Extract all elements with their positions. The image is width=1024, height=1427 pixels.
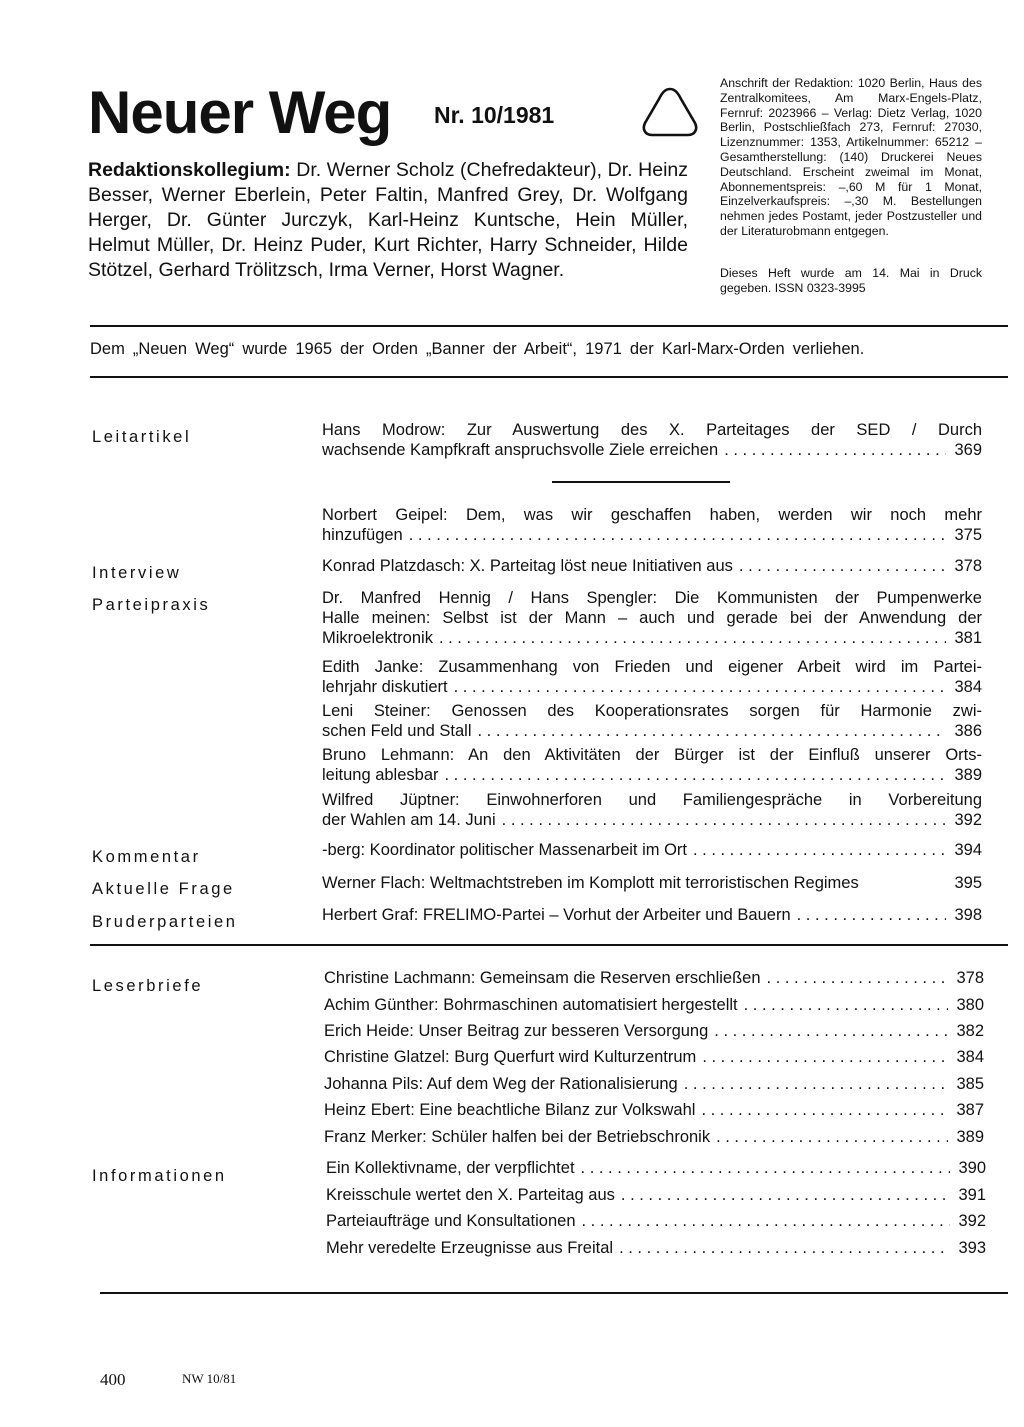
dot-leader bbox=[744, 995, 948, 1015]
divider bbox=[90, 944, 1008, 946]
entry-title: -berg: Koordinator politischer Massenarbeit im Ort bbox=[322, 841, 687, 859]
entry-line: Bruno Lehmann: An den Aktivitäten der Bürger ist der Einfluß unserer Orts- bbox=[322, 746, 982, 764]
entry-title-end: lehrjahr diskutiert bbox=[322, 678, 448, 696]
dot-leader bbox=[797, 905, 946, 925]
page-number: 394 bbox=[954, 841, 982, 859]
page-number: 389 bbox=[956, 1128, 984, 1146]
journal-title: Neuer Weg bbox=[88, 79, 392, 146]
page-number: 386 bbox=[954, 722, 982, 740]
entry-line: Wilfred Jüptner: Einwohnerforen und Familiengespräche in Vorbereitung bbox=[322, 791, 982, 809]
divider bbox=[90, 325, 1008, 327]
page-number: 392 bbox=[958, 1212, 986, 1230]
toc-entry[interactable] bbox=[322, 657, 982, 697]
journal-abbreviation: NW 10/81 bbox=[182, 1371, 237, 1386]
divider bbox=[90, 376, 1008, 378]
entry-line: Norbert Geipel: Dem, was wir geschaffen haben, werden wir noch mehr bbox=[322, 506, 982, 524]
section-leserbriefe: Leserbriefe bbox=[92, 977, 204, 995]
entry-title: Kreisschule wertet den X. Parteitag aus bbox=[326, 1186, 615, 1204]
dot-leader bbox=[714, 1021, 948, 1041]
page-number: 382 bbox=[956, 1022, 984, 1040]
dot-leader bbox=[502, 810, 946, 830]
dot-leader bbox=[693, 840, 946, 860]
section-informationen: Informationen bbox=[92, 1167, 227, 1185]
toc-entry[interactable] bbox=[326, 1238, 986, 1258]
page-number-footer: 400 bbox=[100, 1370, 126, 1389]
toc-entry[interactable] bbox=[326, 1158, 986, 1178]
entry-title: Heinz Ebert: Eine beachtliche Bilanz zur Volkswahl bbox=[324, 1101, 696, 1119]
page-number: 385 bbox=[956, 1075, 984, 1093]
dot-leader bbox=[684, 1074, 948, 1094]
entry-title-end: leitung ablesbar bbox=[322, 766, 439, 784]
page-number: 398 bbox=[954, 906, 982, 924]
page-number: 375 bbox=[954, 526, 982, 544]
page-number: 387 bbox=[956, 1101, 984, 1119]
dot-leader bbox=[702, 1047, 948, 1067]
toc-entry[interactable] bbox=[324, 1021, 984, 1041]
dot-leader bbox=[582, 1211, 950, 1231]
entry-line: Hans Modrow: Zur Auswertung des X. Parteitages der SED / Durch bbox=[322, 421, 982, 439]
dot-leader bbox=[439, 628, 946, 648]
dot-leader bbox=[409, 525, 946, 545]
dot-leader bbox=[445, 765, 947, 785]
page-number: 369 bbox=[954, 441, 982, 459]
award-note: Dem „Neuen Weg“ wurde 1965 der Orden „Banner der Arbeit“, 1971 der Karl-Marx-Orden verliehen. bbox=[90, 340, 865, 358]
toc-entry[interactable] bbox=[322, 420, 982, 460]
entry-title: Christine Glatzel: Burg Querfurt wird Kulturzentrum bbox=[324, 1048, 697, 1066]
toc-entry[interactable] bbox=[322, 745, 982, 785]
page-number: 380 bbox=[956, 996, 984, 1014]
dot-leader bbox=[739, 556, 946, 576]
entry-title-end: der Wahlen am 14. Juni bbox=[322, 811, 496, 829]
issue-number: Nr. 10/1981 bbox=[434, 102, 555, 128]
entry-line: Dr. Manfred Hennig / Hans Spengler: Die Kommunisten der Pumpenwerke bbox=[322, 589, 982, 607]
dot-leader bbox=[478, 721, 946, 741]
entry-title: Mehr veredelte Erzeugnisse aus Freital bbox=[326, 1239, 614, 1257]
page-number: 384 bbox=[956, 1048, 984, 1066]
toc-entry[interactable] bbox=[324, 968, 984, 988]
page-number: 384 bbox=[954, 678, 982, 696]
entry-title-end: wachsende Kampfkraft anspruchsvolle Ziele erreichen bbox=[322, 441, 719, 459]
divider bbox=[100, 1292, 1008, 1294]
entry-title: Erich Heide: Unser Beitrag zur besseren Versorgung bbox=[324, 1022, 709, 1040]
print-date-text: Dieses Heft wurde am 14. Mai in Druck gegeben. ISSN 0323-3995 bbox=[720, 266, 982, 295]
page-number: 378 bbox=[954, 557, 982, 575]
entry-title-end: hinzufügen bbox=[322, 526, 403, 544]
entry-title-end: schen Feld und Stall bbox=[322, 722, 472, 740]
short-divider bbox=[552, 481, 730, 483]
entry-title: Konrad Platzdasch: X. Parteitag löst neue Initiativen aus bbox=[322, 557, 733, 575]
toc-entry[interactable] bbox=[326, 1211, 986, 1231]
entry-title: Achim Günther: Bohrmaschinen automatisiert hergestellt bbox=[324, 996, 738, 1014]
toc-entry[interactable] bbox=[326, 1185, 986, 1205]
toc-entry[interactable] bbox=[322, 556, 982, 576]
toc-entry[interactable] bbox=[324, 1074, 984, 1094]
dot-leader bbox=[716, 1127, 948, 1147]
entry-title: Werner Flach: Weltmachtstreben im Komplott mit terroristischen Regimes bbox=[322, 874, 859, 892]
toc-entry[interactable] bbox=[324, 1100, 984, 1120]
page-number: 392 bbox=[954, 811, 982, 829]
entry-title: Parteiaufträge und Konsultationen bbox=[326, 1212, 576, 1230]
triangle-logo-icon bbox=[640, 84, 700, 140]
editorial-board-members: Dr. Werner Scholz (Chefredakteur), Dr. Heinz Besser, Werner Eberlein, Peter Faltin, Manfred Grey, Dr. Wolfgang Herger, Dr. Günter Jurczyk, Karl-Heinz Kuntsche, Hein Müller, Helmut Müller, Dr. Heinz Puder, Kurt Richter, Harry Schneider, Hilde Stötzel, Gerhard Trölitzsch, Irma Verner, Horst Wagner. bbox=[88, 159, 689, 281]
dot-leader bbox=[621, 1185, 950, 1205]
editorial-board-label: Redaktionskollegium: bbox=[88, 159, 291, 181]
section-parteipraxis: Parteipraxis bbox=[92, 596, 211, 614]
section-aktuelle-frage: Aktuelle Frage bbox=[92, 880, 235, 898]
page-number: 393 bbox=[958, 1239, 986, 1257]
page-number: 395 bbox=[954, 874, 982, 892]
entry-line: Leni Steiner: Genossen des Kooperationsrates sorgen für Harmonie zwi- bbox=[322, 702, 982, 720]
dot-leader bbox=[454, 677, 946, 697]
dot-leader bbox=[701, 1100, 948, 1120]
toc-entry[interactable] bbox=[322, 873, 982, 893]
editorial-board bbox=[88, 158, 688, 283]
page-number: 381 bbox=[954, 629, 982, 647]
dot-leader bbox=[619, 1238, 950, 1258]
entry-title: Ein Kollektivname, der verpflichtet bbox=[326, 1159, 575, 1177]
page-number: 389 bbox=[954, 766, 982, 784]
imprint-text: Anschrift der Redaktion: 1020 Berlin, Haus des Zentralkomitees, Am Marx-Engels-Platz, Fernruf: 2023966 – Verlag: Dietz Verlag, 1020 Berlin, Postschließfach 273, Fernruf: 27030, Lizenznummer: 1353, Artikelnummer: 65212 – Gesamtherstellung: (140) Druckerei Neues Deutschland. Erscheint zweimal im Monat, Abonnementspreis: –,60 M für 1 Monat, Einzelverkaufspreis: –,30 M. Bestellungen nehmen jedes Postamt, jeder Postzusteller und der Literaturobmann entgegen. bbox=[720, 76, 982, 238]
section-kommentar: Kommentar bbox=[92, 848, 201, 866]
toc-entry[interactable] bbox=[324, 1047, 984, 1067]
dot-leader bbox=[724, 440, 946, 460]
section-leitartikel: Leitartikel bbox=[92, 428, 192, 446]
entry-title: Christine Lachmann: Gemeinsam die Reserven erschließen bbox=[324, 969, 761, 987]
entry-line: Halle meinen: Selbst ist der Mann – auch und gerade bei der Anwendung der bbox=[322, 609, 982, 627]
toc-entry[interactable] bbox=[322, 701, 982, 741]
page-number: 378 bbox=[956, 969, 984, 987]
dot-leader bbox=[767, 968, 948, 988]
toc-entry[interactable] bbox=[322, 588, 982, 648]
toc-entry[interactable] bbox=[322, 790, 982, 830]
entry-title: Johanna Pils: Auf dem Weg der Rationalisierung bbox=[324, 1075, 678, 1093]
toc-entry[interactable] bbox=[324, 995, 984, 1015]
entry-title: Franz Merker: Schüler halfen bei der Betriebschronik bbox=[324, 1128, 711, 1146]
section-interview: Interview bbox=[92, 564, 182, 582]
toc-entry[interactable] bbox=[322, 905, 982, 925]
page-number: 391 bbox=[958, 1186, 986, 1204]
dot-leader bbox=[581, 1158, 950, 1178]
toc-entry[interactable] bbox=[324, 1127, 984, 1147]
entry-title-end: Mikroelektronik bbox=[322, 629, 433, 647]
section-bruderparteien: Bruderparteien bbox=[92, 913, 238, 931]
entry-line: Edith Janke: Zusammenhang von Frieden und eigener Arbeit wird im Partei- bbox=[322, 658, 982, 676]
toc-entry[interactable] bbox=[322, 505, 982, 545]
toc-entry[interactable] bbox=[322, 840, 982, 860]
entry-title: Herbert Graf: FRELIMO-Partei – Vorhut der Arbeiter und Bauern bbox=[322, 906, 791, 924]
page-number: 390 bbox=[958, 1159, 986, 1177]
